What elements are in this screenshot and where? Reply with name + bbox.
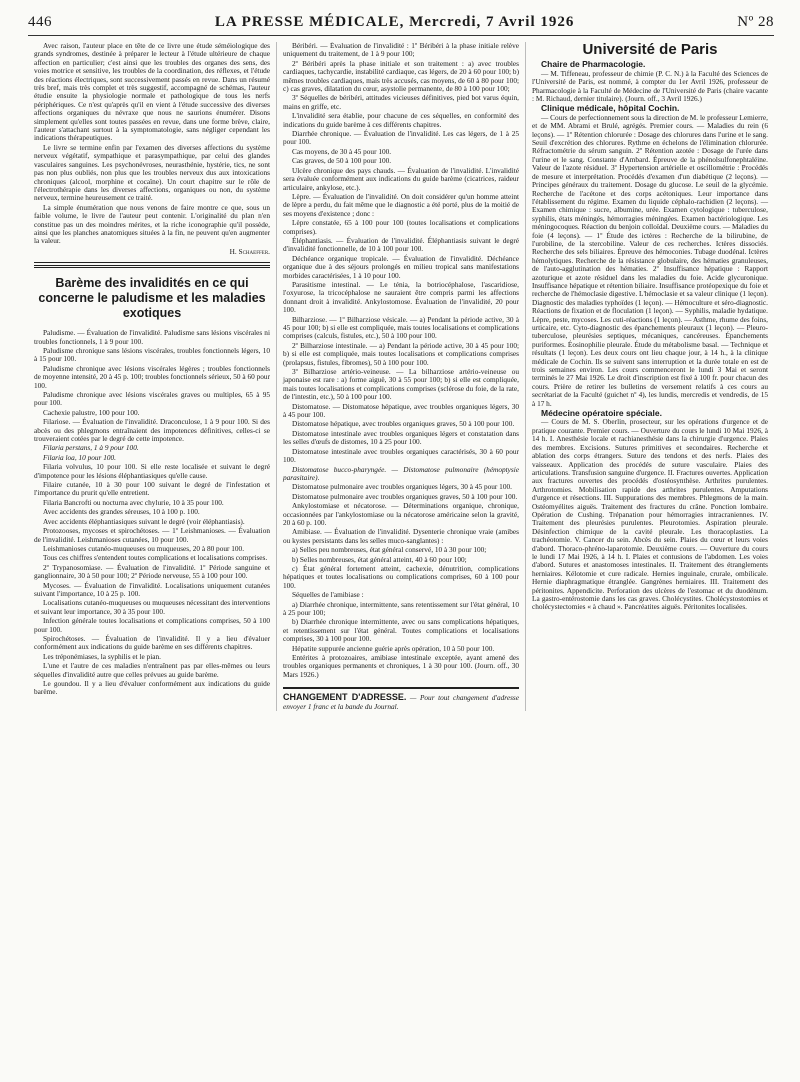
bareme-item: Les tréponémiases, la syphilis et le pian.: [43, 651, 161, 661]
section-text: — Cours de perfectionnement sous la direction de M. le professeur Lemierre, et de MM. Abrami et Brulé, agrégés. Premier cours. — Maladies du rein (6 leçons). — 1º Rétention chlorurée : Dosage des chlorures dans l'urine et le sang. Seuil d'excrétion des chlorures. Rythme en échelons de l'élimination chlorurée. Réfractométrie du sérum sanguin. 2º Rétention azotée : Dosage de l'urée dans l'urine et le sang. Constante d'Ambard. Épreuve de la phénolsulfonephtaléine. Valeur de l'azote résiduel. 3º Hypertension artérielle et oscillométrie : Procédés de mesure et interprétation. Procédés d'examen d'un diabétique (2 leçons). — Principes généraux du traitement. Dosage du glucose. Le seuil de la glycémie. Recherche de l'acétone et des corps acétoniques. Leur importance dans l'établissement du régime. Examen du liquide céphalo-rachidien (2 leçons). — Examen chimique : sucre, albumine, urée. Examen cytologique : tuberculose, syphilis, états méningés, hémorragies méningées. Examen bactériologique. Les méningocoques. Réaction du benjoin colloïdal. Deuxième cours. — Maladies du foie (4 leçons). — 1º Étude des ictères : Recherche de la bilirubine, de l'urobiline, de la stercobiline. Valeur de ces recherches. Ictères dissociés. Recherche des sels biliaires. Épreuve des hémoconies. Tubage duodénal. Ictères hémolytiques. Recherche de la résistance globulaire, des hématies granuleuses, de l'auto-agglutination des hématies. 2º Insuffisance hépatique : Rapport azoturique et azote résiduel dans les maladies du foie. Acide glycuronique. Insuffisance hépatique et rétention biliaire. Insuffisance protéopexique du foie et recherche de l'hémoclasie digestive. L'hémoclasie et sa valeur clinique (1 leçon). Diagnostic des maladies typhoïdes (1 leçon). — Hémoculture et séro-diagnostic. Réactions de fixation et de floculation (1 leçon). — Syphilis, maladie hydatique. Lèpre, peste, mycoses. Les cuti-réactions (1 leçon). — Asthme, rhume des foins, urticaire, etc. Cyto-diagnostic des épanchements pleuraux (1 leçon). — Pleuro-tuberculose, pleurésies septiques, mécaniques, cancéreuses. Épanchements puriformes. Éosinophilie pleurale. Étude du métabolisme basal. — Technique et résultats (1 leçon). Les deux cours ont lieu chaque jour, à 14 h., à la clinique médicale de Cochin. Ils se suivent sans interruption et la durée totale en est de trois semaines environ. Les cours commenceront le lundi 3 Mai et seront terminés le 27 Mai 1926. Le droit d'inscription est fixé à 100 fr. pour chacun des cours. Prière de retirer les bulletins de versement relatifs à ces cours au secrétariat de la Faculté (guichet nº 4), les lundis, mercredis et vendredis, de 15 à 17 h.: [532, 112, 768, 408]
section-text: — M. Tiffeneau, professeur de chimie (P. C. N.) à la Faculté des Sciences de l'Université de Paris, est nommé, à compter du 1er Avril 1926, professeur de Pharmacologie à la Faculté de Médecine de l'Université de Paris (chaire vacante : M. Richaud, dernier titulaire). (Journ. off., 3 Avril 1926.): [532, 68, 768, 104]
bareme-item: L'invalidité sera établie, pour chacune de ces séquelles, en conformité des indications du guide barème à ces différents chapitres.: [283, 111, 519, 129]
bareme-item: Distomatose pulmonaire avec troubles organiques graves, 50 à 100 pour 100.: [292, 491, 518, 501]
section-text: — Cours de M. S. Oberlin, prosecteur, sur les opérations d'urgence et de pratique courante. Premier cours. — Ouverture du cours le lundi 10 Mai 1926, à 14 h. I. Anesthésie locale et rachianesthésie dans la chirurgie d'urgence. Plaies des membres. Excisions. Sutures primitives et secondaires. Recherche et ablation des corps étrangers. Suture des tendons et des nerfs. Plaies des vaisseaux. Application des procédés de suture vasculaire. Plaies des articulations. Transfusion sanguine d'urgence. II. Fractures ouvertes. Application aux fractures ouvertes des procédés d'ostéosynthèse. Arthrites purulentes. Arthrotomies. Mobilisation rapide des arthrites purulentes. Amputations d'urgence et résections. III. Suppurations des membres. Phlegmons de la main. Ostéomyélites aiguës. Traitement des fractures du crâne. Ponction lombaire. Opération de Cushing. Trépanation pour hémorragies intracraniennes. IV. Traitement des pleurésies purulentes. Pleurotomies. Aspiration pleurale. Désinfection chimique de la cavité pleurale. Les thoracoplasties. La trachéotomie. V. Cancer du sein. Abcès du sein. Plaies du cœur et leurs voies d'abord. Thoraco-phréno-laparotomie. Deuxième cours. — Ouverture du cours le lundi 17 Mai 1926, à 14 h. I. Plaies et contusions de l'abdomen. Les voies d'abord. Sutures et anastomoses intestinales. II. Traitement des étranglements herniaires. Kélotomie et cure radicale. Hernies inguinale, crurale, ombilicale. Hernie diaphragmatique étranglée. Gangrènes herniaires. III. Traitement des péritonites. Appendicite. Perforation des ulcères de l'estomac et du duodénum. La gastro-entérostomie dans les cas graves. Cholécystites. Cholécystostomies et cholécystectomies « à chaud ». Pancréatites aiguës. Péritonites localisées.: [532, 417, 768, 612]
bareme-item: Cas graves, de 50 à 100 pour 100.: [292, 156, 392, 166]
bareme-item: Lèpre constatée, 65 à 100 pour 100 (toutes localisations et complications comprises).: [283, 218, 519, 236]
bareme-item: Béribéri. — Évaluation de l'invalidité : 1º Béribéri à la phase initiale relève uniquement du traitement, de 1 à 9 pour 100;: [283, 42, 519, 59]
journal-title: LA PRESSE MÉDICALE, Mercredi, 7 Avril 1926: [214, 14, 575, 30]
bareme-item: Avec accidents éléphantiasiques suivant le degré (voir éléphantiasis).: [43, 516, 245, 526]
bareme-item: Cachexie palustre, 100 pour 100.: [43, 407, 140, 417]
bareme-item: Ankylostomiase et nécatorose. — Déterminations organique, chronique, occasionnées par l'ankylostomiase ou la nécatorose américaine selon la gravité, 20 à 60 p. 100.: [283, 501, 519, 527]
section-title: Barème des invalidités en ce qui concerne le paludisme et les maladies exotiques: [38, 276, 266, 321]
page-header: [28, 14, 774, 36]
bareme-item: Paludisme chronique avec lésions viscérales légères ; troubles fonctionnels de moyenne intensité, 20 à 45 p. 100; troubles fonctionnels sérieux, 50 à 60 pour 100.: [34, 363, 270, 390]
bareme-item: Localisations cutanéo-muqueuses ou muqueuses nécessitant des interventions et suivant leur importance, 30 à 35 pour 100.: [34, 598, 270, 616]
bareme-item: Paludisme chronique avec lésions viscérales graves ou multiples, 65 à 95 pour 100.: [34, 390, 270, 408]
bareme-item: Séquelles de l'amibiase :: [292, 590, 364, 600]
bareme-item: Bilharziose. — 1º Bilharziose vésicale. — a) Pendant la période active, 30 à 45 pour 100; b) si elle est compliquée, mais toutes localisations et complications comprises (calculs, fistules, etc.), 50 à 100 pour 100.: [283, 314, 519, 341]
bareme-item: Paludisme chronique sans lésions viscérales, troubles fonctionnels légers, 10 à 15 pour 100.: [34, 345, 270, 364]
bareme-item: L'une et l'autre de ces maladies n'entraînent pas par elles-mêmes ou leurs séquelles d'invalidité autre que celles prévues au guide barème.: [34, 661, 270, 679]
bareme-item: 2º Bilharziose intestinale. — a) Pendant la période active, 30 à 45 pour 100; b) si elle est compliquée, mais toutes localisations et complications comprises (prolapsus, fistules, fibromes), 50 à 100 pour 100.: [283, 340, 519, 367]
bareme-item: b) Diarrhée chronique intermittente, avec ou sans complications hépatiques, et retentissement sur l'état général. Toutes complications et localisations comprises, 30 à 100 pour 100.: [283, 617, 519, 644]
bareme-item: b) Selles nombreuses, état général atteint, 40 à 60 pour 100;: [292, 554, 467, 564]
bareme-item: Amibiase. — Évaluation de l'invalidité. Dysenterie chronique vraie (amibes ou kystes persistants dans les selles muco-sanglantes) :: [283, 527, 519, 545]
section-heading: Médecine opératoire spéciale.: [541, 408, 662, 419]
column-middle: [276, 42, 525, 711]
bareme-item: Le goundou. Il y a lieu d'évaluer conformément aux indications du guide barème.: [34, 679, 270, 697]
bareme-item: a) Selles peu nombreuses, état général conservé, 10 à 30 pour 100;: [292, 545, 487, 555]
bareme-item: Filaria Bancrofti ou nocturna avec chylurie, 10 à 35 pour 100.: [43, 497, 224, 507]
column-right: [525, 42, 774, 711]
bareme-item: 2º Béribéri après la phase initiale et son traitement : a) avec troubles cardiaques, tachycardie, instabilité cardiaque, cas légers, de 20 à 60 pour 100; b) mêmes troubles cardiaques, mais très accusés, cas moyens, de 60 à 80 pour 100; c) cas graves, dilatation du cœur, asystolie permanente, de 80 à 100 pour 100;: [283, 58, 519, 94]
bareme-item: Filariose. — Évaluation de l'invalidité. Draconculose, 1 à 9 pour 100. Si des abcès ou des phlegmons entraînaient des impotences définitives, celles-ci se trouveraient cotées par le degré de cette impotence.: [34, 417, 270, 444]
bareme-item: Filaria perstans, 1 à 9 pour 100.: [43, 443, 139, 453]
bareme-item: a) Diarrhée chronique, intermittente, sans retentissement sur l'état général, 10 à 25 pour 100;: [283, 599, 519, 617]
bareme-item: Lèpre. — Évaluation de l'invalidité. On doit considérer qu'un homme atteint de lèpre a perdu, du fait même que le diagnostic a été porté, plus de la moitié de ses moyens d'existence ; donc :: [283, 191, 519, 218]
bareme-item: Distomatose intestinale avec troubles organiques légers et constatation dans les selles d'œufs de distomes, 10 à 25 pour 100.: [283, 428, 519, 447]
bareme-item: Entérites à protozoaires, amibiase intestinale exceptée, ayant amené des troubles organiques permanents et chroniques, 1 à 30 pour 100. (Journ. off., 30 Mars 1926.): [283, 653, 519, 679]
bareme-item: Ulcère chronique des pays chauds. — Évaluation de l'invalidité. L'invalidité sera évaluée conformément aux indications du guide barème (cicatrices, raideur articulaire, ankylose, etc.).: [283, 165, 519, 192]
bareme-item: Distomatose. — Distomatose hépatique, avec troubles organiques légers, 30 à 45 pour 100.: [283, 401, 519, 420]
bareme-item: Parasitisme intestinal. — Le ténia, la botriocéphalose, l'ascaridiose, l'oxyurose, la tricocéphalose ne sauraient être compris parmi les affections donnant droit à invalidité. Ankylostomose. Évaluation de l'invalidité, 20 pour 100.: [283, 279, 519, 315]
review-paragraph: La simple énumération que nous venons de faire montre ce que, sous un faible volume, le livre de l'auteur peut contenir. L'originalité du plan n'en constitue pas un des moindres mérites, et la riche iconographie qu'il possède, ainsi que les planches anatomiques situées à la fin, ne peuvent qu'en augmenter la valeur.: [34, 202, 270, 246]
bareme-item: Paludisme. — Évaluation de l'invalidité. Paludisme sans lésions viscérales ni troubles fonctionnels, 1 à 9 pour 100.: [34, 328, 270, 346]
column-left: [28, 42, 276, 711]
address-change-notice: [283, 687, 519, 711]
bareme-item: Spirochétoses. — Évaluation de l'invalidité. Il y a lieu d'évaluer conformément aux indications du guide barème en ses différents chapitres.: [34, 633, 270, 652]
bareme-item: Protozooses, mycoses et spirochétoses. — 1º Leishmanioses. — Évaluation de l'invalidité. Leishmanioses cutanées, 10 pour 100.: [34, 526, 270, 544]
bareme-item: 2º Trypanosomiase. — Évaluation de l'invalidité. 1º Période sanguine et ganglionnaire, 30 à 50 pour 100; 2º Période nerveuse, 55 à 100 pour 100.: [34, 562, 270, 581]
bareme-item: Diarrhée chronique. — Évaluation de l'invalidité. Les cas légers, de 1 à 25 pour 100.: [283, 129, 519, 147]
bareme-item: Leishmanioses cutanéo-muqueuses ou muqueuses, 20 à 80 pour 100.: [43, 543, 245, 553]
bareme-item: Avec accidents des grandes séreuses, 10 à 100 p. 100.: [43, 507, 200, 517]
bareme-item: Infection générale toutes localisations et complications comprises, 50 à 100 pour 100.: [34, 616, 270, 634]
section-heading: Clinique médicale, hôpital Cochin.: [541, 103, 680, 114]
bareme-list: [34, 329, 270, 697]
issue-number: Nº 28: [737, 14, 774, 30]
bareme-item: Cas moyens, de 30 à 45 pour 100.: [292, 146, 392, 156]
bareme-item: 3º Bilharziose artério-veineuse. — La bilharziose artério-veineuse ou japonaise est rare : a) forme aiguë, 30 à 55 pour 100; b) si elle est compliquée, mais toutes localisations et complications comprises (sclérose du foie, de la rate, de l'intestin, etc.), 50 à 100 pour 100.: [283, 367, 519, 402]
review-signature: H. Schaeffer.: [229, 246, 270, 256]
notice-heading: CHANGEMENT D'ADRESSE.: [283, 692, 407, 703]
review-paragraph: Avec raison, l'auteur place en tête de ce livre une étude séméiologique des grands syndromes, destinée à préparer le lecteur à l'étude ultérieure de chaque affection en particulier; c'est ainsi que les troubles des organes des sens, des voies motrice et sensitive, les troubles de la coordination, des réflexes, et l'étude des réactions électriques, sont successivement passés en revue. Dans un résumé très bref, mais très complet et très suggestif, accompagné de schémas, l'auteur étudie ensuite la physiologie normale et pathologique de tous les nerfs périphériques. Ce n'est qu'après qu'il en vient à l'étude successive des diverses affections organiques du névraxe que nous ne saurions énumérer. Disons simplement qu'elles sont toutes passées en revue, dans une forme brève, claire, l'auteur s'attachant surtout à la symptomatologie, sans négliger cependant les indications thérapeutiques.: [34, 42, 270, 143]
bareme-item: Distomatose hépatique, avec troubles organiques graves, 50 à 100 pour 100.: [292, 419, 515, 429]
bareme-item: Déchéance organique tropicale. — Évaluation de l'invalidité. Déchéance organique due à des séjours prolongés en milieu tropical sans manifestations morbides caractérisées, 1 à 10 pour 100.: [283, 253, 519, 280]
bareme-item: Tous ces chiffres s'entendent toutes complications et localisations comprises.: [43, 553, 268, 563]
section-heading: Chaire de Pharmacologie.: [541, 59, 646, 70]
page-number: 446: [28, 14, 52, 30]
bareme-item: Filaria volvulus, 10 pour 100. Si elle reste localisée et suivant le degré d'impotence pour les lésions éléphantiasiques qu'elle cause.: [34, 462, 270, 480]
bareme-item: c) État général fortement atteint, cachexie, dénutrition, complications hépatiques et toutes localisations ou complications comprises, 60 à 100 pour 100.: [283, 563, 519, 590]
bareme-item: Distomatose pulmonaire avec troubles organiques légers, 30 à 45 pour 100.: [292, 482, 512, 492]
bareme-item: Filaria loa, 10 pour 100.: [43, 452, 116, 462]
bareme-item: Éléphantiasis. — Évaluation de l'invalidité. Éléphantiasis suivant le degré d'invalidité fonctionnelle, de 10 à 100 pour 100.: [283, 235, 519, 254]
bareme-item: Filaire cutanée, 10 à 30 pour 100 suivant le degré de l'infestation et l'importance du prurit qu'elle entretient.: [34, 480, 270, 498]
university-title: Université de Paris: [582, 42, 718, 58]
bareme-item: Distomatose intestinale avec troubles organiques caractérisés, 30 à 60 pour 100.: [283, 446, 519, 465]
review-paragraph: Le livre se termine enfin par l'examen des diverses affections du système nerveux végétatif, sympathique et parasympathique, par celui des glandes vasculaires sanguines. Les psychonévroses, neurasthénie, hystérie, tics, ne sont pas non plus oubliés, non plus que les troubles nerveux dus aux intoxications chroniques (alcool, morphine et cocaïne). Un court chapitre sur le rôle de l'électrothérapie dans les diverses affections, organiques ou non, du système nerveux, termine heureusement ce traité.: [34, 142, 270, 203]
notice-text: — Pour tout changement d'adresse envoyer 1 franc et la bande du Journal.: [283, 693, 520, 711]
bareme-item: Distomatose bucco-pharyngée. — Distomatose pulmonaire (hémoptysie parasitaire).: [283, 464, 519, 482]
bareme-item: 3º Séquelles de béribéri, attitudes vicieuses définitives, pied bot varus équin, mains en griffe, etc.: [283, 93, 519, 111]
bareme-item: Mycoses. — Évaluation de l'invalidité. Localisations uniquement cutanées suivant l'importance, 10 à 25 p. 100.: [34, 580, 270, 598]
section-divider: [34, 262, 270, 268]
bareme-item: Hépatite suppurée ancienne guérie après opération, 10 à 50 pour 100.: [292, 643, 495, 653]
